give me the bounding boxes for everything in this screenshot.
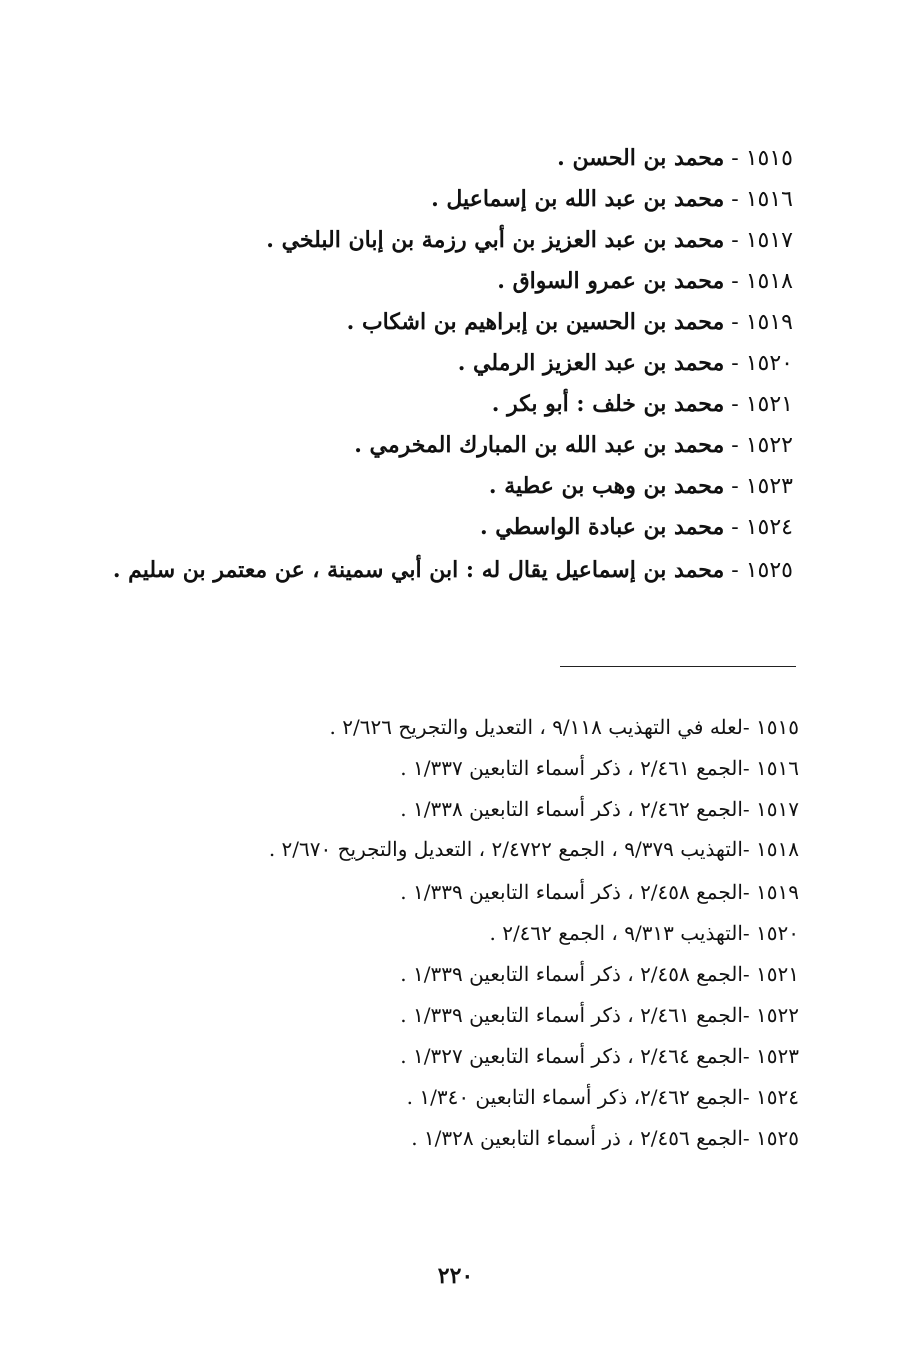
footnote-item: [109, 872, 799, 913]
entry-text: محمد بن عمرو السواق .: [497, 268, 725, 294]
footnote-number: ١٥١٨ -: [742, 837, 799, 861]
footnote-number: ١٥٢٥ -: [742, 1126, 799, 1150]
footnote-text: الجمع ٢/٤٥٨ ، ذكر أسماء التابعين ١/٣٣٩ .: [400, 962, 743, 986]
footnote-item: [109, 1036, 799, 1077]
entry-number: ١٥٢٢ -: [731, 433, 793, 458]
page-number: ٢٢٠: [437, 1263, 474, 1289]
footnotes-list: [109, 707, 799, 1159]
entry-text: محمد بن عبد الله بن إسماعيل .: [431, 186, 725, 212]
footnote-text: الجمع ٢/٤٦٤ ، ذكر أسماء التابعين ١/٣٢٧ .: [400, 1044, 743, 1068]
footnote-number: ١٥١٥ -: [742, 715, 799, 739]
entry-text: محمد بن وهب بن عطية .: [488, 473, 725, 499]
entry-text: محمد بن عبد الله بن المبارك المخرمي .: [354, 432, 725, 458]
entry-text: محمد بن إسماعيل يقال له : ابن أبي سمينة ، عن معتمر بن سليم .: [112, 557, 725, 583]
list-item: [103, 179, 793, 220]
entry-number: ١٥٢١ -: [731, 392, 793, 417]
entry-number: ١٥١٩ -: [731, 310, 793, 335]
footnote-text: لعله في التهذيب ٩/١١٨ ، التعديل والتجريح ٢/٦٢٦ .: [329, 715, 743, 739]
footnote-number: ١٥٢٣ -: [742, 1044, 799, 1068]
footnote-item: [109, 995, 799, 1036]
footnote-number: ١٥١٩ -: [742, 880, 799, 904]
entry-number: ١٥١٦ -: [731, 187, 793, 212]
entry-number: ١٥٢٠ -: [731, 351, 793, 376]
footnote-number: ١٥٢٢ -: [742, 1003, 799, 1027]
entry-number: ١٥٢٣ -: [731, 474, 793, 499]
footnote-text: التهذيب ٩/٣٧٩ ، الجمع ٢/٤٧٢٢ ، التعديل والتجريح ٢/٦٧٠ .: [268, 837, 743, 861]
entry-text: محمد بن خلف : أبو بكر .: [491, 391, 725, 417]
entries-list: [103, 138, 793, 589]
footnote-number: ١٥٢١ -: [742, 962, 799, 986]
list-item: [103, 466, 793, 507]
footnote-text: الجمع ٢/٤٦١ ، ذكر أسماء التابعين ١/٣٣٧ .: [400, 756, 743, 780]
list-item: [103, 384, 793, 425]
footnote-item: [109, 830, 799, 868]
entry-number: ١٥١٧ -: [731, 228, 793, 253]
footnote-item: [109, 707, 799, 748]
entry-number: ١٥٢٤ -: [731, 515, 793, 540]
footnote-text: الجمع ٢/٤٥٨ ، ذكر أسماء التابعين ١/٣٣٩ .: [400, 880, 743, 904]
footnote-number: ١٥١٧ -: [742, 797, 799, 821]
footnote-text: التهذيب ٩/٣١٣ ، الجمع ٢/٤٦٢ .: [489, 921, 743, 945]
footnote-number: ١٥٢٠ -: [742, 921, 799, 945]
list-item: [103, 343, 793, 384]
list-item: [103, 425, 793, 466]
entry-text: محمد بن عبد العزيز بن أبي رزمة بن إبان البلخي .: [266, 227, 725, 253]
footnote-item: [109, 1118, 799, 1159]
footnote-item: [109, 913, 799, 954]
footnote-divider: [560, 666, 796, 667]
entry-text: محمد بن الحسن .: [557, 145, 725, 171]
entry-text: محمد بن الحسين بن إبراهيم بن اشكاب .: [346, 309, 725, 335]
footnote-item: [109, 748, 799, 789]
footnote-item: [109, 789, 799, 830]
list-item: [103, 507, 793, 548]
entry-number: ١٥١٨ -: [731, 269, 793, 294]
footnote-text: الجمع ٢/٤٥٦ ، ذر أسماء التابعين ١/٣٢٨ .: [411, 1126, 743, 1150]
entry-number: ١٥١٥ -: [731, 146, 793, 171]
list-item: [103, 220, 793, 261]
footnote-text: الجمع ٢/٤٦٢ ، ذكر أسماء التابعين ١/٣٣٨ .: [400, 797, 743, 821]
entry-number: ١٥٢٥ -: [731, 558, 793, 583]
footnote-text: الجمع ٢/٤٦٢، ذكر أسماء التابعين ١/٣٤٠ .: [406, 1085, 743, 1109]
list-item: [103, 138, 793, 179]
list-item: [103, 302, 793, 343]
list-item: [103, 552, 793, 589]
footnote-number: ١٥١٦ -: [742, 756, 799, 780]
footnote-item: [109, 1077, 799, 1118]
footnote-text: الجمع ٢/٤٦١ ، ذكر أسماء التابعين ١/٣٣٩ .: [400, 1003, 743, 1027]
footnote-number: ١٥٢٤ -: [742, 1085, 799, 1109]
list-item: [103, 261, 793, 302]
entry-text: محمد بن عبد العزيز الرملي .: [457, 350, 725, 376]
entry-text: محمد بن عبادة الواسطي .: [479, 514, 725, 540]
footnote-item: [109, 954, 799, 995]
